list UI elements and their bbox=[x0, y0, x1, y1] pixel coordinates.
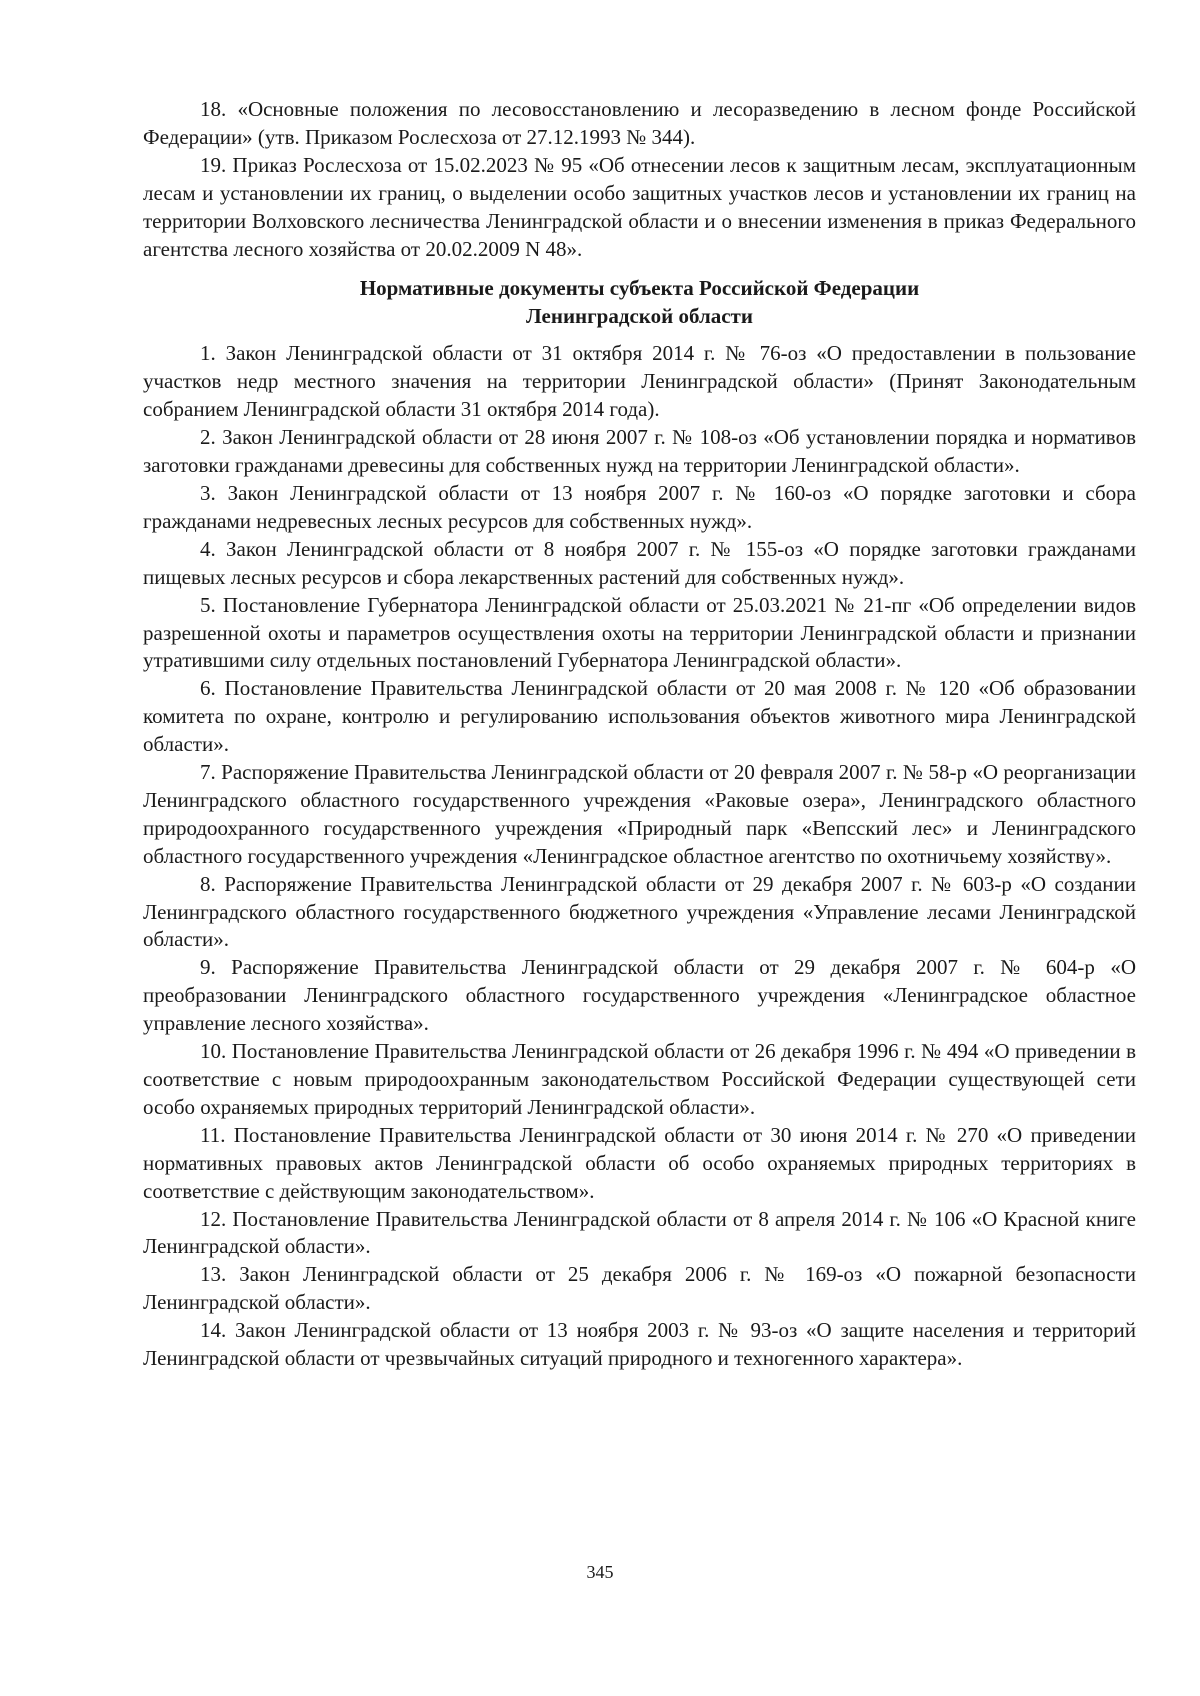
list-item: 9. Распоряжение Правительства Ленинградской области от 29 декабря 2007 г. № 604-р «О преобразовании Ленинградского областного государственного учреждения «Ленинградское областное управление лесного хозяйства». bbox=[143, 955, 1136, 1036]
page-number: 345 bbox=[586, 1562, 614, 1582]
list-item: 5. Постановление Губернатора Ленинградской области от 25.03.2021 № 21-пг «Об определении видов разрешенной охоты и параметров осуществления охоты на территории Ленинградской области и признании утратившими силу отдельных постановлений Губернатора Ленинградской области». bbox=[143, 592, 1136, 673]
list-item: 8. Распоряжение Правительства Ленинградской области от 29 декабря 2007 г. № 603-р «О создании Ленинградского областного государственного бюджетного учреждения «Управление лесами Ленинградской области». bbox=[143, 871, 1136, 952]
list-item: 19. Приказ Рослесхоза от 15.02.2023 № 95 «Об отнесении лесов к защитным лесам, эксплуатационным лесам и установлении их границ, о выделении особо защитных участков лесов и установлении их границ на территории Волховского лесничества Ленинградской области и о внесении изменения в приказ Федерального агентства лесного хозяйства от 20.02.2009 N 48». bbox=[143, 152, 1136, 261]
document-page bbox=[143, 96, 1136, 1373]
list-item: 10. Постановление Правительства Ленинградской области от 26 декабря 1996 г. № 494 «О приведении в соответствие с новым природоохранным законодательством Российской Федерации существующей сети особо охраняемых природных территорий Ленинградской области». bbox=[143, 1039, 1136, 1119]
list-item: 12. Постановление Правительства Ленинградской области от 8 апреля 2014 г. № 106 «О Красной книге Ленинградской области». bbox=[143, 1206, 1136, 1259]
list-item: 1. Закон Ленинградской области от 31 октября 2014 г. № 76-оз «О предоставлении в пользование участков недр местного значения на территории Ленинградской области» (Принят Законодательным собранием Ленинградской области 31 октября 2014 года). bbox=[143, 341, 1136, 422]
section-heading-line: Ленинградской области bbox=[526, 304, 753, 329]
list-item: 18. «Основные положения по лесовосстановлению и лесоразведению в лесном фонде Российской Федерации» (утв. Приказом Рослесхоза от 27.12.1993 № 344). bbox=[143, 97, 1136, 149]
list-item: 14. Закон Ленинградской области от 13 ноября 2003 г. № 93-оз «О защите населения и территорий Ленинградской области от чрезвычайных ситуаций природного и техногенного характера». bbox=[143, 1318, 1136, 1371]
list-item: 2. Закон Ленинградской области от 28 июня 2007 г. № 108-оз «Об установлении порядка и нормативов заготовки гражданами древесины для собственных нужд на территории Ленинградской области». bbox=[143, 425, 1136, 478]
list-item: 11. Постановление Правительства Ленинградской области от 30 июня 2014 г. № 270 «О приведении нормативных правовых актов Ленинградской области об особо охраняемых природных территориях в соответствие с действующим законодательством». bbox=[143, 1122, 1136, 1203]
list-item: 3. Закон Ленинградской области от 13 ноября 2007 г. № 160-оз «О порядке заготовки и сбора гражданами недревесных лесных ресурсов для собственных нужд». bbox=[143, 480, 1136, 533]
section-heading-line: Нормативные документы субъекта Российской Федерации bbox=[359, 276, 920, 301]
list-item: 4. Закон Ленинградской области от 8 ноября 2007 г. № 155-оз «О порядке заготовки гражданами пищевых лесных ресурсов и сбора лекарственных растений для собственных нужд». bbox=[143, 536, 1136, 589]
section-heading bbox=[143, 274, 1136, 330]
list-item: 7. Распоряжение Правительства Ленинградской области от 20 февраля 2007 г. № 58-р «О реорганизации Ленинградского областного государственного учреждения «Раковые озера», Ленинградского областного природоохранного государственного учреждения «Природный парк «Вепсский лес» и Ленинградского областного государственного учреждения «Ленинградское областное агентство по охотничьему хозяйству». bbox=[143, 760, 1136, 868]
list-item: 6. Постановление Правительства Ленинградской области от 20 мая 2008 г. № 120 «Об образовании комитета по охране, контролю и регулированию использования объектов животного мира Ленинградской области». bbox=[143, 676, 1136, 757]
list-item: 13. Закон Ленинградской области от 25 декабря 2006 г. № 169-оз «О пожарной безопасности Ленинградской области». bbox=[143, 1262, 1136, 1315]
